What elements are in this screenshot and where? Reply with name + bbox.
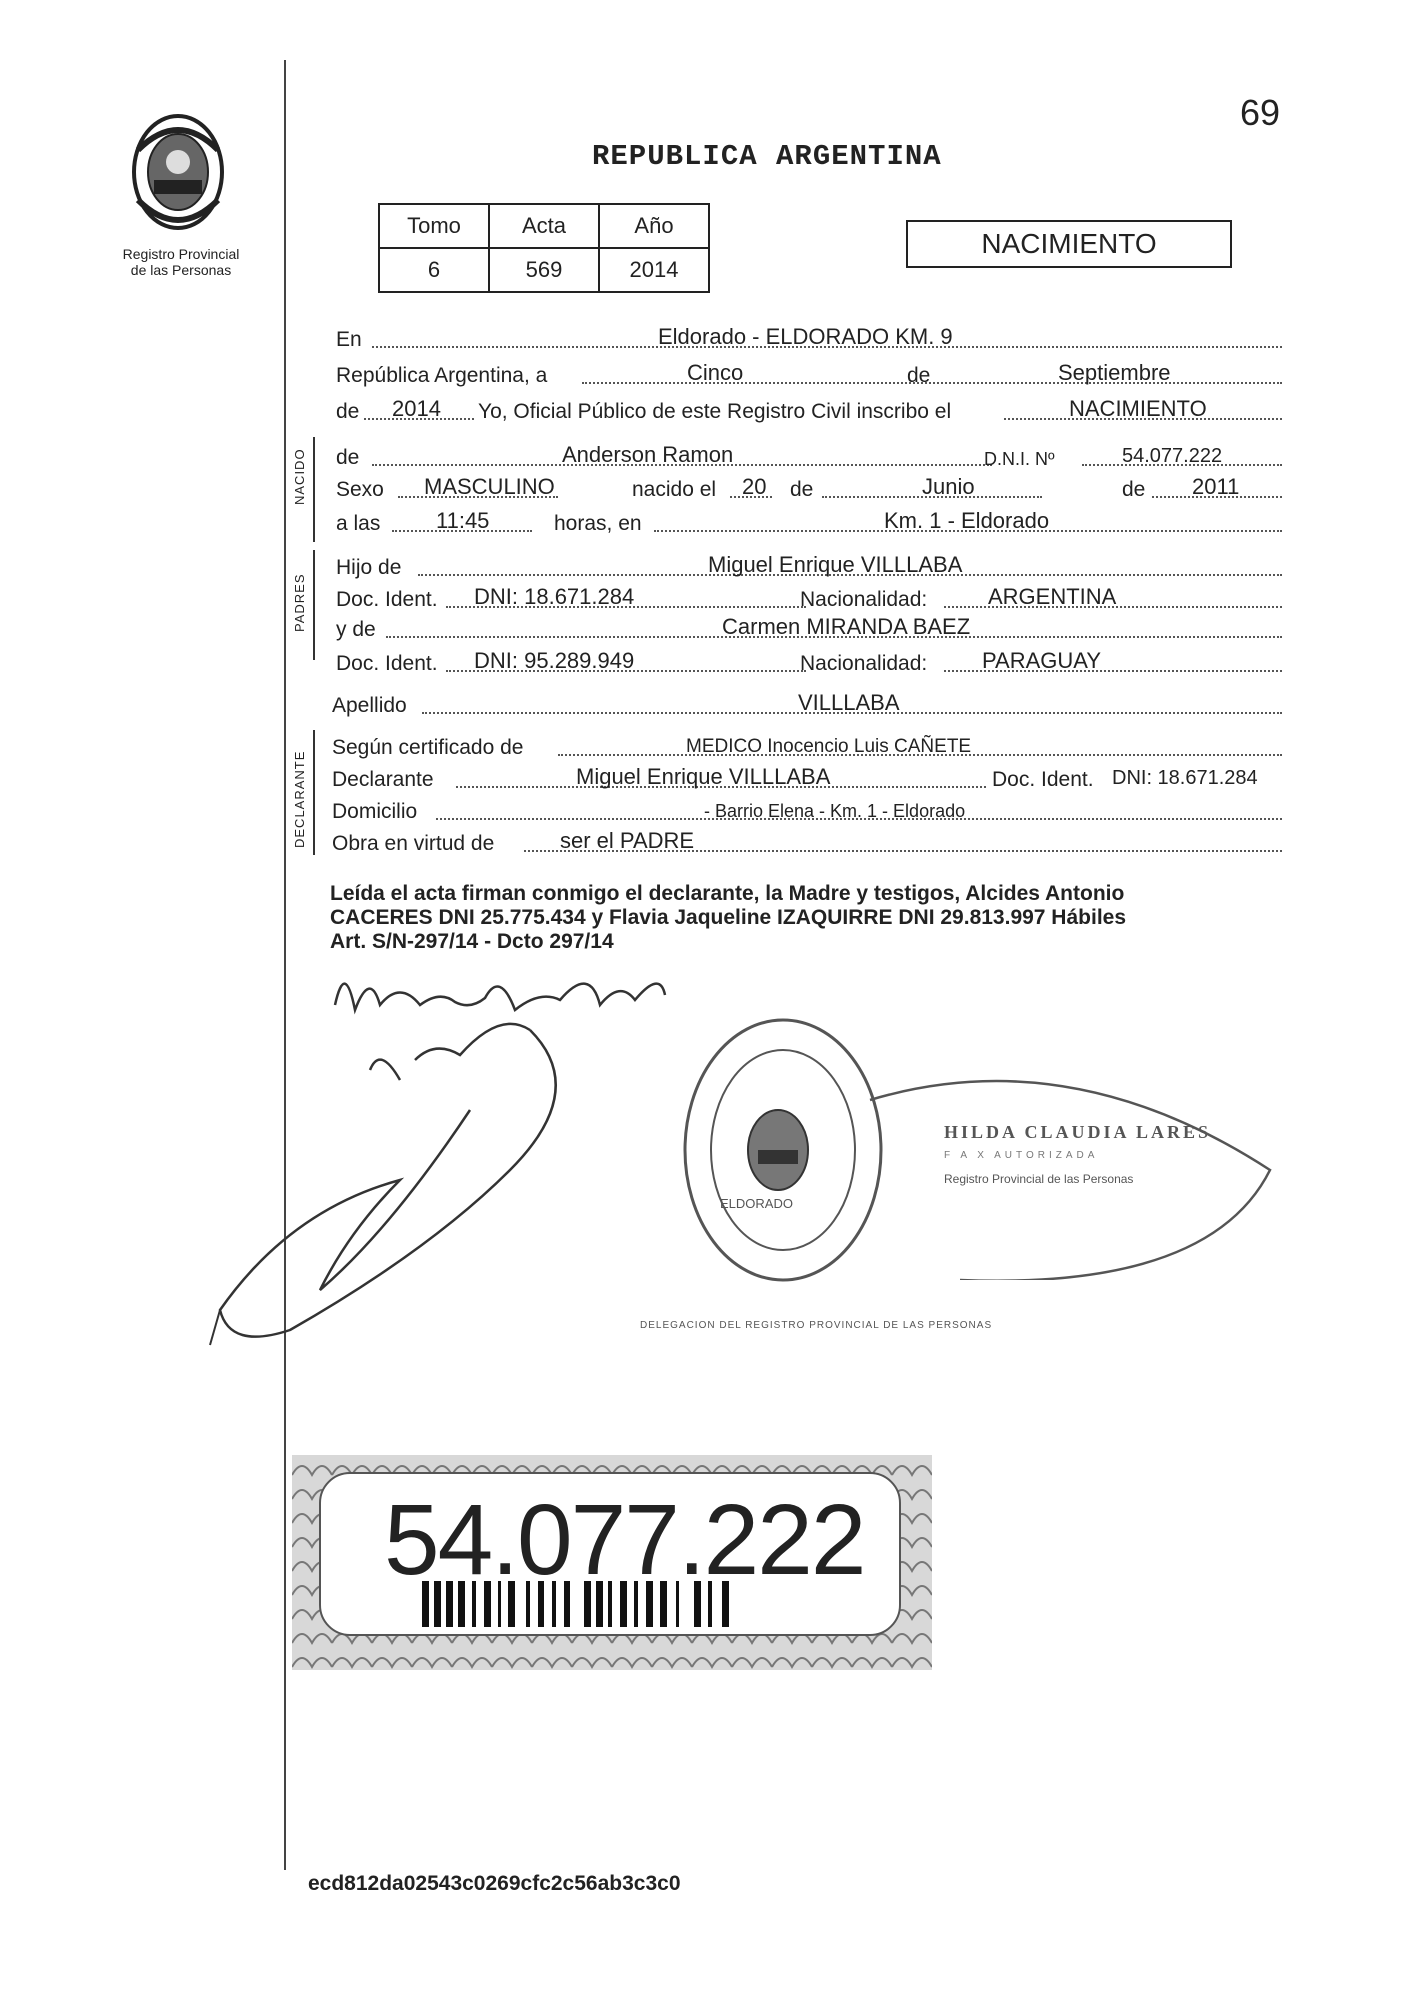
sexo-label: Sexo xyxy=(336,478,384,501)
en-label: En xyxy=(336,328,362,351)
father-doc: DNI: 18.671.284 xyxy=(474,584,635,609)
place-of-registration: Eldorado - ELDORADO KM. 9 xyxy=(658,324,953,349)
oficial-text: Yo, Oficial Público de este Registro Civil inscribo el xyxy=(478,400,952,423)
mother-doc: DNI: 95.289.949 xyxy=(474,648,635,673)
child-dni: 54.077.222 xyxy=(1122,445,1223,467)
hijo-label: Hijo de xyxy=(336,556,402,579)
de-label: de xyxy=(1122,478,1146,501)
declarant-address: - Barrio Elena - Km. 1 - Eldorado xyxy=(704,801,966,821)
dni-label: D.N.I. Nº xyxy=(984,449,1055,469)
year-label: de xyxy=(336,400,360,423)
row-en xyxy=(332,322,1282,352)
ref-header-acta: Acta xyxy=(489,204,599,248)
stamp-inner-text: ELDORADO xyxy=(720,1196,793,1211)
de-label: de xyxy=(790,478,814,501)
row-certificate xyxy=(332,730,1282,760)
row-mother-doc xyxy=(332,646,1282,676)
official-title: F A X AUTORIZADA xyxy=(944,1150,1099,1161)
father-nationality: ARGENTINA xyxy=(988,584,1117,609)
declarant-capacity: ser el PADRE xyxy=(560,828,695,853)
birth-month: Junio xyxy=(922,474,975,499)
declarante-label: Declarante xyxy=(332,768,434,791)
document-title: REPUBLICA ARGENTINA xyxy=(592,140,942,173)
declarante-section-bar xyxy=(313,730,315,855)
nacido-section-bar xyxy=(313,437,315,542)
official-name: HILDA CLAUDIA LARES xyxy=(944,1122,1212,1142)
row-republica xyxy=(332,358,1282,388)
padres-section-bar xyxy=(313,550,315,660)
ref-header-tomo: Tomo xyxy=(379,204,489,248)
birth-place: Km. 1 - Eldorado xyxy=(884,508,1050,533)
horas-label: horas, en xyxy=(554,512,642,535)
registration-year: 2014 xyxy=(392,396,441,421)
y-de-label: y de xyxy=(336,618,376,641)
birth-year: 2011 xyxy=(1192,474,1240,499)
row-father-doc xyxy=(332,582,1282,612)
row-sexo xyxy=(332,472,1282,502)
signing-note-line1: Leída el acta firman conmigo el declarante, la Madre y testigos, Alcides Antonio xyxy=(330,882,1125,905)
stamp-ring-text: DELEGACION DEL REGISTRO PROVINCIAL DE LAS PERSONAS xyxy=(640,1320,993,1331)
signing-note xyxy=(330,882,1280,954)
doc-label: Doc. Ident. xyxy=(336,588,438,611)
declarante-doc-label: Doc. Ident. xyxy=(992,768,1094,791)
child-sex: MASCULINO xyxy=(424,474,555,499)
child-name: Anderson Ramon xyxy=(562,442,734,467)
apellido-label: Apellido xyxy=(332,694,407,717)
a-las-label: a las xyxy=(336,512,381,535)
declarante-section-label: DECLARANTE xyxy=(292,750,307,848)
nacionalidad-label: Nacionalidad: xyxy=(800,588,928,611)
padres-section-label: PADRES xyxy=(292,573,307,632)
act-inscribed: NACIMIENTO xyxy=(1069,396,1207,421)
doc-label: Doc. Ident. xyxy=(336,652,438,675)
row-time xyxy=(332,506,1282,536)
registration-day: Cinco xyxy=(687,360,744,385)
certificate-source: MEDICO Inocencio Luis CAÑETE xyxy=(686,736,972,757)
nacido-section-label: NACIDO xyxy=(292,448,307,505)
row-declarant xyxy=(332,762,1282,792)
row-year xyxy=(332,394,1282,424)
row-obra xyxy=(332,826,1282,856)
reference-table xyxy=(378,203,710,293)
declarant-name: Miguel Enrique VILLLABA xyxy=(576,764,831,789)
provincial-seal-icon xyxy=(128,110,228,240)
mother-nationality: PARAGUAY xyxy=(982,648,1101,673)
row-surname xyxy=(332,688,1282,718)
ref-value-acta: 569 xyxy=(489,248,599,292)
row-name xyxy=(332,440,1282,470)
barcode-number: 54.077.222 xyxy=(384,1484,865,1596)
birth-day: 20 xyxy=(742,474,767,499)
nacionalidad-label: Nacionalidad: xyxy=(800,652,928,675)
ref-value-ano: 2014 xyxy=(599,248,709,292)
official-oval-stamp-icon xyxy=(850,1060,1290,1280)
child-surname: VILLLABA xyxy=(798,690,900,715)
mother-name: Carmen MIRANDA BAEZ xyxy=(722,614,971,639)
row-address xyxy=(332,794,1282,824)
registry-label-line1: Registro Provincial xyxy=(122,246,240,262)
father-name: Miguel Enrique VILLLABA xyxy=(708,552,963,577)
birth-time: 11:45 xyxy=(436,508,490,533)
nacido-el-label: nacido el xyxy=(632,478,717,501)
obra-label: Obra en virtud de xyxy=(332,832,495,855)
republica-label: República Argentina, a xyxy=(336,364,548,387)
act-type-box: NACIMIENTO xyxy=(906,220,1232,268)
registration-month: Septiembre xyxy=(1058,360,1171,385)
registry-label-line2: de las Personas xyxy=(130,262,232,278)
ref-header-ano: Año xyxy=(599,204,709,248)
barcode-label xyxy=(292,1455,932,1670)
page-number: 69 xyxy=(1240,92,1281,133)
de-label: de xyxy=(907,364,931,387)
ref-value-tomo: 6 xyxy=(379,248,489,292)
signing-note-line2: CACERES DNI 25.775.434 y Flavia Jaqueline IZAQUIRRE DNI 29.813.997 Hábiles xyxy=(330,906,1127,929)
domicilio-label: Domicilio xyxy=(332,800,418,823)
segun-label: Según certificado de xyxy=(332,736,524,759)
row-mother xyxy=(332,612,1282,642)
signing-note-line3: Art. S/N-297/14 - Dcto 297/14 xyxy=(330,930,614,953)
official-organization: Registro Provincial de las Personas xyxy=(944,1172,1134,1186)
registry-label xyxy=(106,246,256,278)
row-father xyxy=(332,550,1282,580)
declarant-doc: DNI: 18.671.284 xyxy=(1112,767,1258,789)
document-hash: ecd812da02543c0269cfc2c56ab3c3c0 xyxy=(308,1872,681,1895)
de-label: de xyxy=(336,446,360,469)
